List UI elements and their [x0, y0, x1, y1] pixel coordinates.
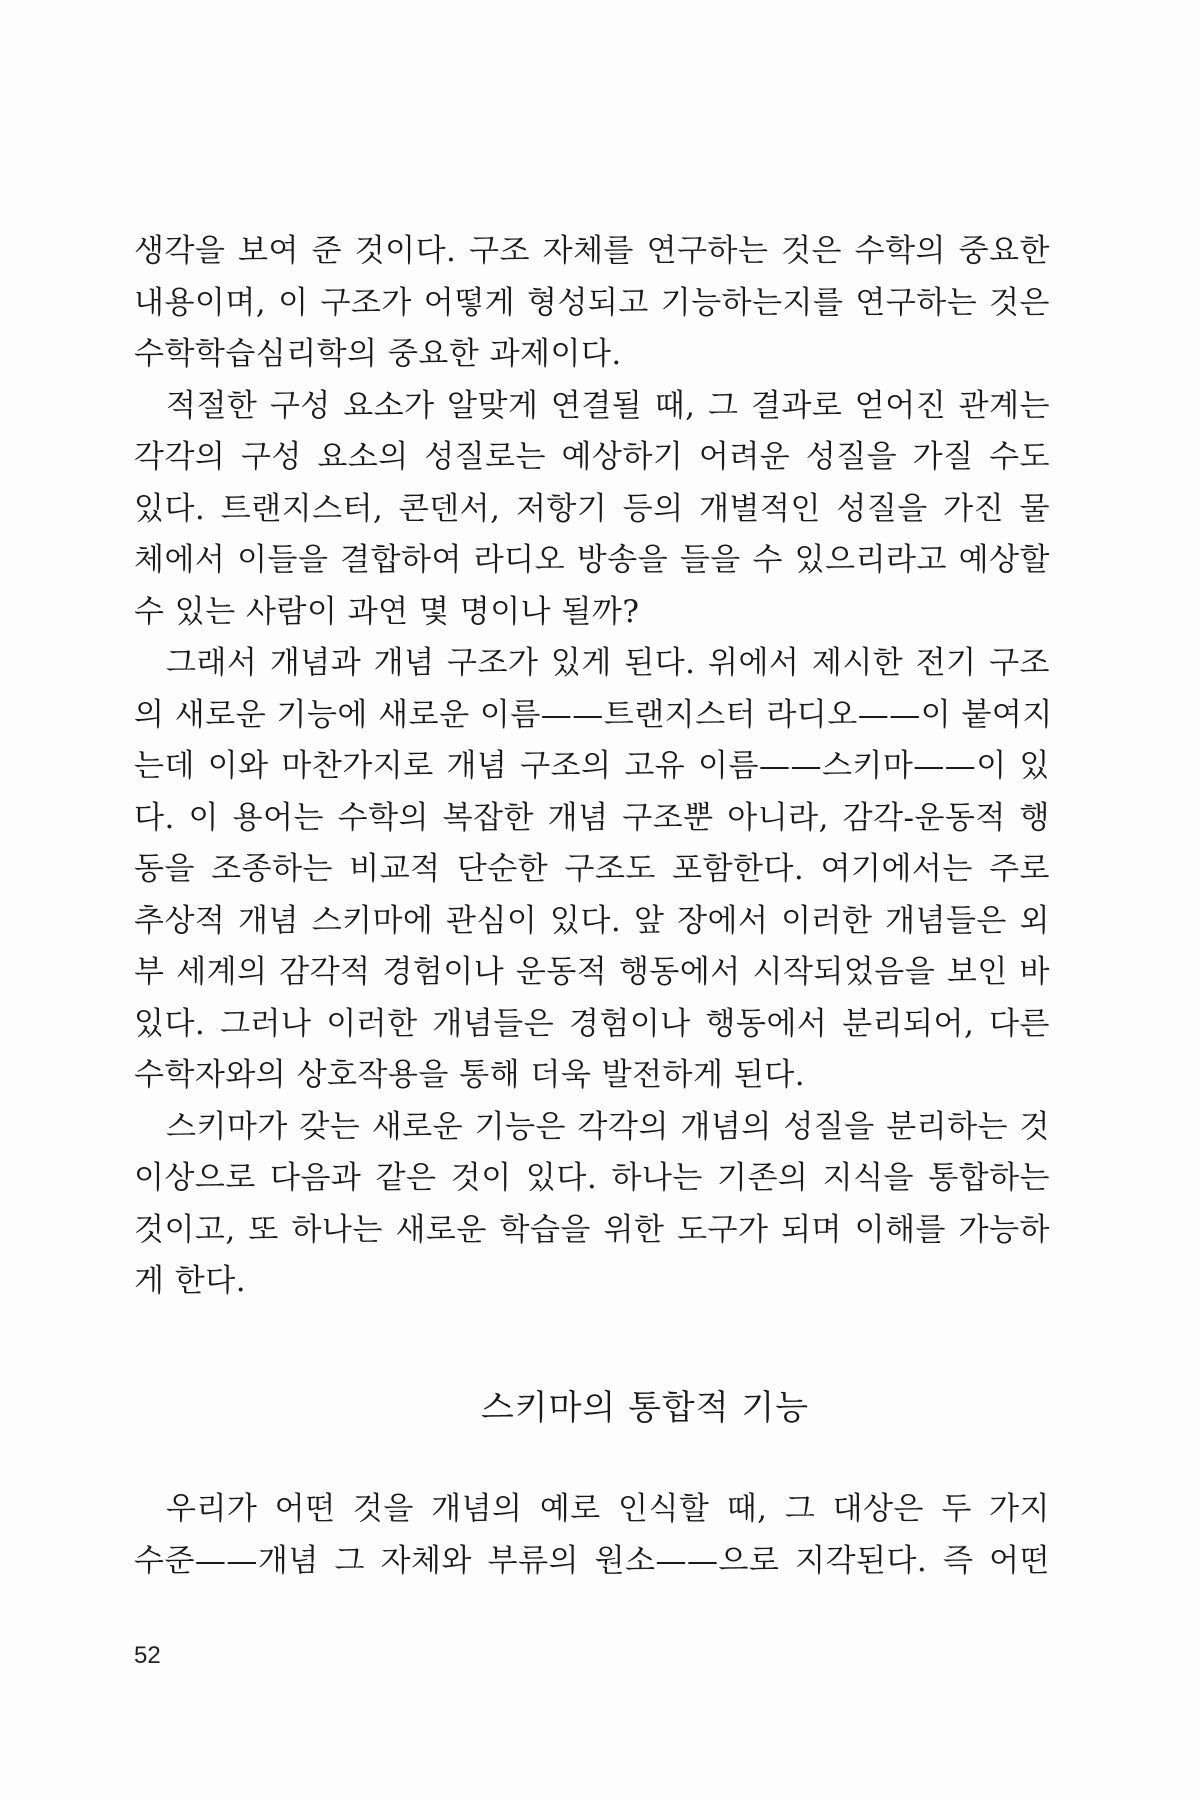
text-line: 내용이며, 이 구조가 어떻게 형성되고 기능하는지를 연구하는 것은: [134, 284, 1050, 321]
text-line: 그래서 개념과 개념 구조가 있게 된다. 위에서 제시한 전기 구조: [166, 645, 1050, 681]
text-line: 스키마가 갖는 새로운 기능은 각각의 개념의 성질을 분리하는 것: [166, 1108, 1050, 1145]
body-text-upper: [134, 226, 1053, 1308]
text-line: 수학자와의 상호작용을 통해 더욱 발전하게 된다.: [134, 1057, 806, 1093]
text-line: 각각의 구성 요소의 성질로는 예상하기 어려운 성질을 가질 수도: [134, 439, 1050, 475]
text-line: 부 세계의 감각적 경험이나 운동적 행동에서 시작되었음을 보인 바: [134, 954, 1050, 990]
text-line: 수 있는 사람이 과연 몇 명이나 될까?: [134, 593, 640, 630]
text-line: 이상으로 다음과 같은 것이 있다. 하나는 기존의 지식을 통합하는: [134, 1160, 1050, 1196]
page-number: 52: [134, 1642, 161, 1669]
text-line: 다. 이 용어는 수학의 복잡한 개념 구조뿐 아니라, 감각-운동적 행: [134, 799, 1050, 836]
text-line: 있다. 그러나 이러한 개념들은 경험이나 행동에서 분리되어, 다른: [134, 1005, 1050, 1042]
text-line: 의 새로운 기능에 새로운 이름——트랜지스터 라디오——이 붙여지: [134, 696, 1053, 733]
text-line: 수학학습심리학의 중요한 과제이다.: [134, 336, 622, 372]
text-line: 는데 이와 마찬가지로 개념 구조의 고유 이름——스키마——이 있: [134, 748, 1050, 784]
body-text-lower: [134, 1484, 1050, 1587]
section-heading: 스키마의 통합적 기능: [480, 1388, 810, 1428]
text-line: 생각을 보여 준 것이다. 구조 자체를 연구하는 것은 수학의 중요한: [134, 233, 1050, 269]
text-line: 수준——개념 그 자체와 부류의 원소——으로 지각된다. 즉 어떤: [134, 1542, 1050, 1579]
text-line: 체에서 이들을 결합하여 라디오 방송을 들을 수 있으리라고 예상할: [134, 542, 1050, 578]
text-line: 동을 조종하는 비교적 단순한 구조도 포함한다. 여기에서는 주로: [134, 851, 1050, 887]
text-line: 것이고, 또 하나는 새로운 학습을 위한 도구가 되며 이해를 가능하: [134, 1211, 1050, 1248]
text-line: 우리가 어떤 것을 개념의 예로 인식할 때, 그 대상은 두 가지: [166, 1491, 1050, 1527]
text-line: 추상적 개념 스키마에 관심이 있다. 앞 장에서 이러한 개념들은 외: [134, 902, 1050, 939]
text-line: 있다. 트랜지스터, 콘덴서, 저항기 등의 개별적인 성질을 가진 물: [134, 490, 1050, 527]
text-line: 적절한 구성 요소가 알맞게 연결될 때, 그 결과로 얻어진 관계는: [166, 387, 1050, 424]
text-line: 게 한다.: [134, 1263, 247, 1299]
